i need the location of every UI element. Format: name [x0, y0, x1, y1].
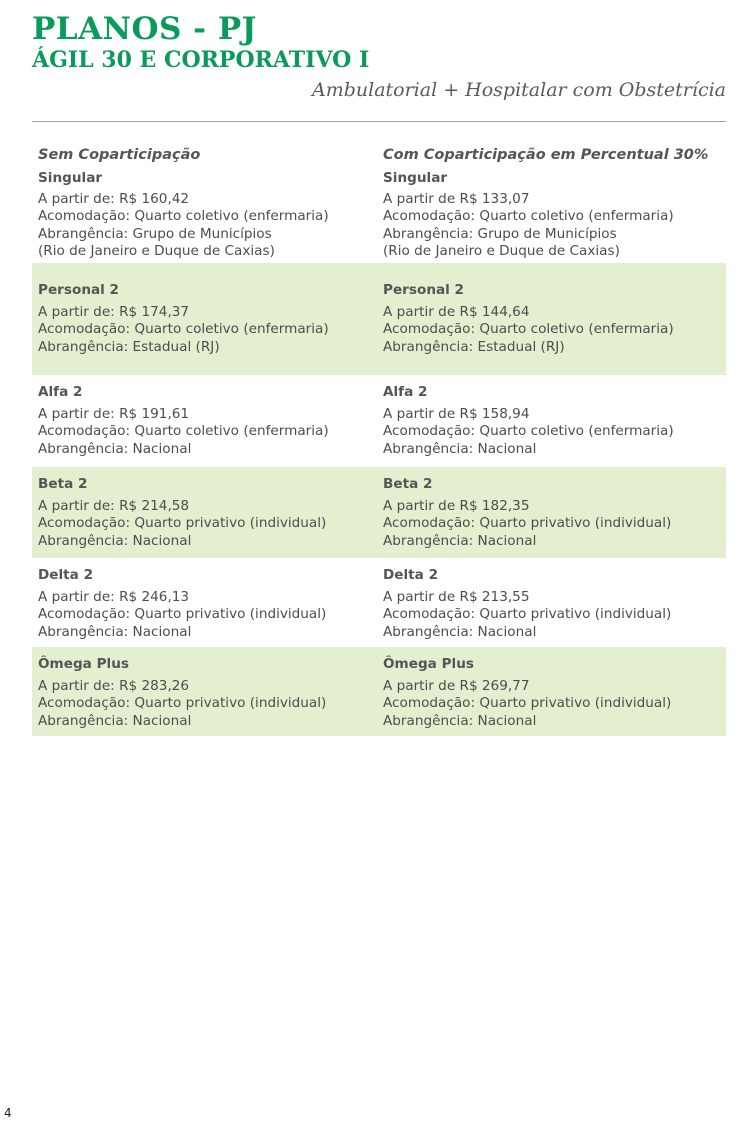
plan-cell-with-copay [383, 656, 671, 730]
page-subtitle: ÁGIL 30 E CORPORATIVO I [32, 47, 370, 73]
column-header-with-copay: Com Coparticipação em Percentual 30% [383, 147, 709, 163]
plan-coverage: Abrangência: Nacional [38, 623, 192, 640]
plan-cell-without-copay [38, 170, 329, 261]
plan-accommodation: Acomodação: Quarto coletivo (enfermaria) [383, 423, 674, 439]
plan-name: Ômega Plus [383, 656, 474, 672]
plan-name: Beta 2 [38, 476, 88, 492]
plan-price: A partir de: R$ 160,42 [38, 190, 190, 207]
plan-row-delta-2 [32, 558, 726, 647]
page-title: PLANOS - PJ [32, 11, 257, 47]
plan-name: Delta 2 [383, 567, 439, 583]
plan-cell-without-copay [38, 567, 326, 641]
plan-name: Singular [383, 170, 448, 186]
plan-cell-with-copay [383, 170, 674, 261]
plan-coverage-detail: (Rio de Janeiro e Duque de Caxias) [38, 243, 275, 259]
plan-accommodation: Acomodação: Quarto privativo (individual) [38, 606, 327, 622]
plan-price: A partir de R$ 144,64 [383, 303, 530, 320]
plan-price: A partir de R$ 269,77 [383, 677, 530, 694]
plan-coverage: Abrangência: Nacional [383, 532, 537, 549]
plan-name: Personal 2 [38, 282, 120, 298]
plan-cell-without-copay [38, 384, 329, 458]
plan-coverage: Abrangência: Estadual (RJ) [38, 338, 220, 355]
plan-accommodation: Acomodação: Quarto privativo (individual) [383, 606, 672, 622]
header-divider [32, 121, 726, 122]
plan-price: A partir de R$ 213,55 [383, 588, 530, 605]
plan-cell-with-copay [383, 476, 671, 550]
plan-accommodation: Acomodação: Quarto coletivo (enfermaria) [38, 423, 329, 439]
plan-row-beta-2 [32, 467, 726, 558]
plan-accommodation: Acomodação: Quarto privativo (individual) [38, 695, 327, 711]
plan-name: Alfa 2 [383, 384, 428, 400]
plan-name: Beta 2 [383, 476, 433, 492]
plan-price: A partir de: R$ 214,58 [38, 497, 190, 514]
plan-row-singular [32, 170, 726, 262]
plan-coverage: Abrangência: Nacional [383, 440, 537, 457]
plan-price: A partir de R$ 182,35 [383, 497, 530, 514]
plan-cell-without-copay [38, 476, 326, 550]
plan-name: Alfa 2 [38, 384, 83, 400]
plan-accommodation: Acomodação: Quarto coletivo (enfermaria) [38, 321, 329, 337]
plan-coverage: Abrangência: Grupo de Municípios [383, 225, 617, 242]
plan-price: A partir de R$ 158,94 [383, 405, 530, 422]
plan-name: Ômega Plus [38, 656, 129, 672]
plan-coverage: Abrangência: Nacional [38, 712, 192, 729]
plan-price: A partir de: R$ 283,26 [38, 677, 190, 694]
plan-row-personal-2 [32, 263, 726, 375]
plan-price: A partir de: R$ 174,37 [38, 303, 190, 320]
plan-accommodation: Acomodação: Quarto privativo (individual) [383, 695, 672, 711]
plan-name: Singular [38, 170, 103, 186]
plan-coverage: Abrangência: Nacional [383, 623, 537, 640]
plan-name: Delta 2 [38, 567, 94, 583]
plan-accommodation: Acomodação: Quarto coletivo (enfermaria) [383, 208, 674, 224]
plan-accommodation: Acomodação: Quarto coletivo (enfermaria) [383, 321, 674, 337]
plan-cell-without-copay [38, 282, 329, 356]
plan-cell-without-copay [38, 656, 326, 730]
plan-name: Personal 2 [383, 282, 465, 298]
plan-price: A partir de: R$ 191,61 [38, 405, 190, 422]
plan-coverage: Abrangência: Nacional [383, 712, 537, 729]
plan-accommodation: Acomodação: Quarto coletivo (enfermaria) [38, 208, 329, 224]
plan-coverage: Abrangência: Grupo de Municípios [38, 225, 272, 242]
plan-coverage-detail: (Rio de Janeiro e Duque de Caxias) [383, 243, 620, 259]
plan-accommodation: Acomodação: Quarto privativo (individual) [38, 515, 327, 531]
plan-price: A partir de: R$ 246,13 [38, 588, 190, 605]
coverage-description: Ambulatorial + Hospitalar com Obstetrícia [311, 79, 726, 101]
plan-coverage: Abrangência: Nacional [38, 532, 192, 549]
plan-coverage: Abrangência: Nacional [38, 440, 192, 457]
column-header-without-copay: Sem Coparticipação [38, 147, 201, 163]
plan-price: A partir de R$ 133,07 [383, 190, 530, 207]
page-number: 4 [4, 1106, 12, 1120]
plan-cell-with-copay [383, 282, 674, 356]
plan-cell-with-copay [383, 384, 674, 458]
plan-cell-with-copay [383, 567, 671, 641]
plan-coverage: Abrangência: Estadual (RJ) [383, 338, 565, 355]
plan-row-alfa-2 [32, 375, 726, 467]
plan-row-omega-plus [32, 647, 726, 736]
plan-accommodation: Acomodação: Quarto privativo (individual) [383, 515, 672, 531]
